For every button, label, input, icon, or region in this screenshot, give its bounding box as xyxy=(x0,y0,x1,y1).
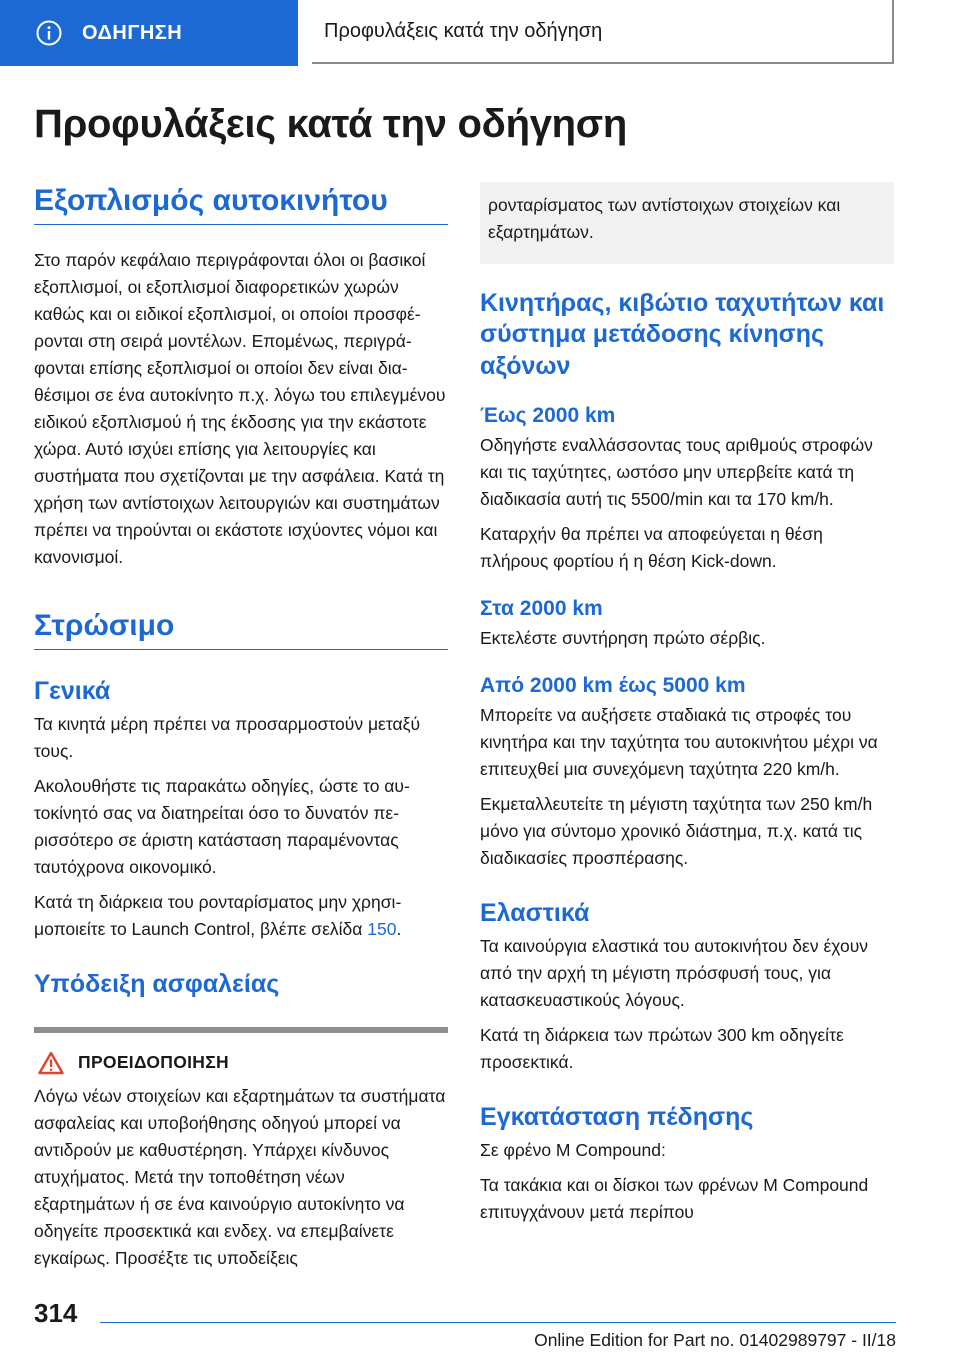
info-icon xyxy=(36,20,62,46)
at-2000-paragraph-1: Εκτελέστε συντήρηση πρώτο σέρβις. xyxy=(480,627,766,648)
page-link-150[interactable]: 150 xyxy=(367,919,397,940)
footer-edition-text: Online Edition for Part no. 01402989797 - II/18 xyxy=(534,1330,896,1350)
warning-header xyxy=(34,1051,448,1075)
right-column xyxy=(480,184,894,1226)
warning-text: Λόγω νέων στοιχείων και εξαρτημάτων τα συστήματα ασφαλείας και υποβοήθησης οδηγού μπορεί να αντιδρούν με καθυστέρηση. Υπάρχει κίνδυνος ατυχήματος. Μετά την τοποθέτηση νέων εξαρτημάτων ή σε ένα καινούργιο αυτοκίνητο να οδηγείτε προσεκτικά και ενδεχ. να επεμβαίνετε εγκαίρως. Προσέξτε τις υποδείξεις xyxy=(34,1085,446,1268)
tires-paragraph-1: Τα καινούργια ελαστικά του αυτοκινήτου δεν έχουν από την αρχή τη μέγιστη πρόσφυσή τους, για κατασκευαστικούς λόγους. xyxy=(480,936,869,1010)
brake-paragraph-2: Τα τακάκια και οι δίσκοι των φρένων M Compound επιτυγχάνουν μετά περίπου xyxy=(480,1175,869,1223)
upto-2000-paragraph-1: Οδηγήστε εναλλάσσοντας τους αριθμούς στροφών και τις ταχύτητες, ωστόσο μην υπερβείτε κατά τη διαδικασία αυτή τις 5500/min και τα 170 km/h. xyxy=(480,434,873,509)
general-paragraph-3-text: Κατά τη διάρκεια του ρονταρίσματος μην χρησιμοποιείτε το Launch Control, βλέπε σελίδα xyxy=(34,892,402,940)
tires-heading: Ελαστικά xyxy=(480,898,590,927)
chapter-tab-label: ΟΔΗΓΗΣΗ xyxy=(82,21,183,44)
engine-heading: Κινητήρας, κιβώτιο ταχυτήτων και σύστημα μετάδοσης κίνησης αξόνων xyxy=(480,289,885,380)
warning-label: ΠΡΟΕΙΔΟΠΟΙΗΣΗ xyxy=(78,1052,229,1072)
safety-heading: Υπόδειξη ασφαλείας xyxy=(34,970,280,999)
from-2000-paragraph-2: Εκμεταλλευτείτε τη μέγιστη ταχύτητα των 250 km/h μόνο για σύντομο χρονικό διάστημα, π.χ. κατά τις διαδικασίες προσπέρασης. xyxy=(480,793,873,868)
general-paragraph-2: Ακολουθήστε τις παρακάτω οδηγίες, ώστε το αυτοκίνητό σας να διατηρείται όσο το δυνατόν περισσότερο σε άριστη κατάσταση παραμένοντας ταυτόχρονα οικονομικό. xyxy=(34,776,410,878)
left-column xyxy=(34,184,448,1272)
from-2000-heading: Από 2000 km έως 5000 km xyxy=(480,673,746,697)
general-paragraph-3 xyxy=(34,889,448,943)
brake-heading: Εγκατάσταση πέδησης xyxy=(480,1103,754,1131)
general-paragraph-3-end: . xyxy=(396,919,402,940)
equipment-text: Στο παρόν κεφάλαιο περιγράφονται όλοι οι βασικοί εξοπλισμοί, οι εξοπλισμοί διαφορετικών χωρών καθώς και οι ειδικοί εξοπλισμοί, οι οποίοι προσφέρονται στη σειρά μοντέλων. Επομένως, περιγράφονται επίσης εξοπλισμοί οι οποίοι δεν είναι διαθέσιμοι σε ένα αυτοκίνητο π.χ. λόγω του επιλεγμένου ειδικού εξοπλισμού ή της έκδοσης για την εκάστοτε χώρα. Αυτό ισχύει επίσης για λειτουργίες και συστήματα που σχετίζονται με την ασφάλεια. Κατά τη χρήση των αντίστοιχων λειτουργιών και συστημάτων πρέπει να τηρούνται οι εκάστοτε ισχύοντες νόμοι και κανονισμοί. xyxy=(34,250,446,567)
brake-paragraph-1: Σε φρένο M Compound: xyxy=(480,1140,666,1161)
page-number: 314 xyxy=(34,1298,78,1328)
general-heading: Γενικά xyxy=(34,677,111,705)
upto-2000-heading: Έως 2000 km xyxy=(480,403,616,427)
equipment-heading: Εξοπλισμός αυτοκινήτου xyxy=(34,184,448,225)
warning-continued-box xyxy=(480,182,894,264)
breakin-heading: Στρώσιμο xyxy=(34,609,448,650)
page-title: Προφυλάξεις κατά την οδήγηση xyxy=(34,102,627,146)
from-2000-paragraph-1: Μπορείτε να αυξήσετε σταδιακά τις στροφές του κινητήρα και την ταχύτητα του αυτοκινήτου μέχρι να επιτευχθεί μια συνεχόμενη ταχύτητα 220 km/h. xyxy=(480,704,878,779)
at-2000-heading: Στα 2000 km xyxy=(480,596,603,620)
footer-divider xyxy=(100,1322,896,1323)
header-section-title: Προφυλάξεις κατά την οδήγηση xyxy=(312,0,894,64)
upto-2000-paragraph-2: Καταρχήν θα πρέπει να αποφεύγεται η θέση πλήρους φορτίου ή η θέση Kick-down. xyxy=(480,523,823,571)
warning-box xyxy=(34,1027,448,1272)
warning-triangle-icon xyxy=(38,1051,64,1075)
page-header xyxy=(0,0,960,66)
general-paragraph-1: Τα κινητά μέρη πρέπει να προσαρμοστούν μεταξύ τους. xyxy=(34,714,421,762)
chapter-tab[interactable] xyxy=(0,0,298,66)
tires-paragraph-2: Κατά τη διάρκεια των πρώτων 300 km οδηγείτε προσεκτικά. xyxy=(480,1025,844,1072)
warning-continued-text: ρονταρίσματος των αντίστοιχων στοιχείων και εξαρτημάτων. xyxy=(488,195,841,242)
